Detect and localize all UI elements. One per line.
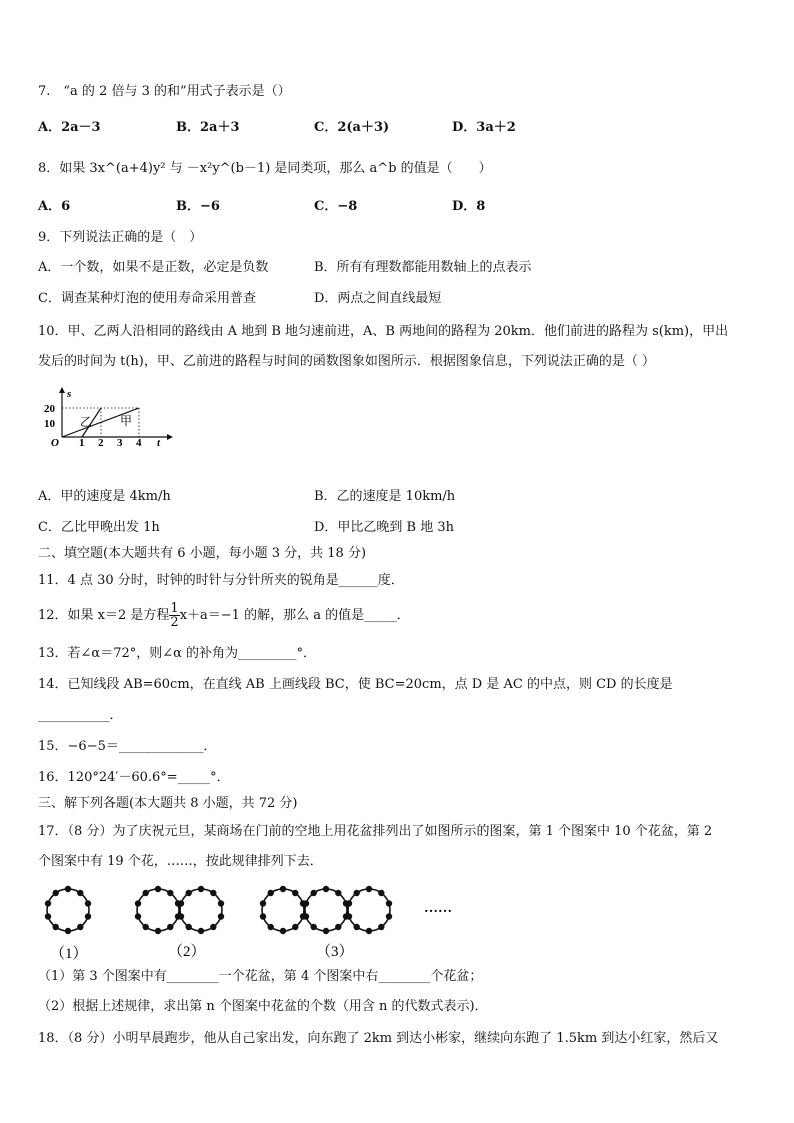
q9-option-c: C．调查某种灯泡的使用寿命采用普查 [38,291,256,306]
q8-option-a: A．6 [38,199,71,214]
q8-option-b: B．−6 [176,199,220,214]
flower-pot [378,924,384,930]
q18-line1: 18．（8 分）小明早晨跑步，他从自己家出发，向东跑了 2km 到达小彬家，继续向东跑了 1.5km 到达小红家，然后又 [38,1031,719,1046]
q14-line2: ___________． [38,708,123,723]
q8-option-c: C．−8 [314,199,358,214]
flower-pot [335,890,341,896]
flower-pot [85,900,91,906]
y-tick-10: 10 [44,418,55,430]
flower-pot [260,913,266,919]
flower-pot [53,890,59,896]
pot-ring [262,889,304,931]
q17-line2: 个图案中有 19 个花，……，按此规律排列下去． [38,854,323,869]
pot-ring [305,889,347,931]
flower-pot [186,890,192,896]
flower-pot [143,924,149,930]
flower-pot [77,924,83,930]
flower-pot [311,924,317,930]
q7-stem: 7. “a 的 2 倍与 3 的和”用式子表示是（） [38,84,291,99]
q7-option-a: A．2a－3 [38,120,101,135]
q9-stem: 9．下列说法正确的是（ ） [38,230,203,245]
q17-flower-pot-patterns [36,876,476,968]
flower-pot [268,924,274,930]
q7-option-d: D．3a＋2 [452,120,516,135]
q9-option-b: B．所有有理数都能用数轴上的点表示 [314,260,532,275]
flower-pot [323,928,329,934]
q10-option-c: C．乙比甲晚出发 1h [38,520,160,535]
q8-option-d: D．8 [452,199,486,214]
q10-stem-line1: 10．甲、乙两人沿相同的路线由 A 地到 B 地匀速前进，A、B 两地间的路程为 20km．他们前进的路程为 s(km)，甲出 [38,324,729,339]
label-jia: 甲 [120,414,133,428]
flower-pot [155,886,161,892]
flower-pot [386,900,392,906]
flower-pot [45,913,51,919]
q12-frac-num: 1 [170,601,179,616]
q8-stem: 8．如果 3x^(a+4)y² 与 －x²y^(b－1) 是同类项，那么 a^b 的值是（ ） [38,161,492,176]
flower-pot [210,924,216,930]
x-tick-1: 1 [79,437,85,448]
flower-pot [218,900,224,906]
flower-pot [303,913,309,919]
flower-pot [354,890,360,896]
y-tick-20: 20 [44,403,55,415]
flower-pot [53,924,59,930]
flower-pot [303,900,309,906]
flower-pot [323,886,329,892]
pot-ring [348,889,390,931]
q12-frac-den: 2 [170,615,179,630]
flower-pot [143,890,149,896]
q9-option-d: D．两点之间直线最短 [314,291,442,306]
flower-pot [65,928,71,934]
pattern-ellipsis: …… [424,901,452,916]
q7-option-b: B．2a＋3 [176,120,240,135]
pattern-label-2: （2） [168,944,206,960]
flower-pot [155,928,161,934]
flower-pot [218,913,224,919]
x-tick-3: 3 [117,437,123,448]
pot-ring [47,889,89,931]
origin-label: O [51,437,59,448]
y-axis-arrow [59,387,65,393]
pot-ring [180,889,222,931]
flower-pot [280,928,286,934]
q12-fraction [169,602,179,629]
flower-pot [366,886,372,892]
q11-text: 11．4 点 30 分时，时钟的时针与分针所夹的锐角是______度． [38,573,404,588]
flower-pot [386,913,392,919]
q10-stem-line2: 发后的时间为 t(h)，甲、乙前进的路程与时间的函数图象如图所示．根据图象信息，下列说法正确的是（ ） [38,354,656,369]
q10-option-b: B．乙的速度是 10km/h [314,489,456,504]
q13-text: 13．若∠α＝72°，则∠α 的补角为_________°． [38,646,317,661]
flower-pot [45,900,51,906]
flower-pot [65,886,71,892]
q12-text [38,599,410,633]
flower-pot [366,928,372,934]
flower-pot [346,913,352,919]
q17-sub1: （1）第 3 个图案中有________一个花盆，第 4 个图案中右________个花盆； [38,969,483,984]
pot-ring [137,889,179,931]
flower-pot [178,913,184,919]
flower-pot [354,924,360,930]
flower-pot [335,924,341,930]
flower-pot [167,924,173,930]
section-solve-heading: 三、解下列各题(本大题共 8 小题，共 72 分) [38,796,298,811]
flower-pot [186,924,192,930]
q7-option-c: C．2(a＋3) [314,120,390,135]
pot-rings [45,886,392,934]
q14-line1: 14．已知线段 AB=60cm，在直线 AB 上画线段 BC，使 BC=20cm，点 D 是 AC 的中点，则 CD 的长度是 [38,677,673,692]
axis-label-s: s [67,388,72,400]
q17-sub2: （2）根据上述规律，求出第 n 个图案中花盆的个数（用含 n 的代数式表示)． [38,999,488,1014]
q17-line1: 17．（8 分）为了庆祝元旦，某商场在门前的空地上用花盆排列出了如图所示的图案，第 1 个图案中 10 个花盆，第 2 [38,824,713,839]
flower-pot [167,890,173,896]
flower-pot [178,900,184,906]
q9-option-a: A．一个数，如果不是正数，必定是负数 [38,260,269,275]
flower-pot [346,900,352,906]
label-yi: 乙 [80,415,93,429]
q10-option-a: A．甲的速度是 4km/h [38,489,171,504]
x-tick-2: 2 [98,437,104,448]
x-axis-arrow [167,434,173,440]
x-tick-4: 4 [136,437,142,448]
axis-label-t: t [157,437,161,448]
flower-pot [85,913,91,919]
q16-text: 16．120°24′－60.6°=_____°． [38,770,230,785]
flower-pot [260,900,266,906]
flower-pot [135,900,141,906]
flower-pot [210,890,216,896]
flower-pot [198,928,204,934]
pattern-label-3: （3） [316,944,354,960]
flower-pot [292,890,298,896]
section-fill-in-heading: 二、填空题(本大题共有 6 小题，每小题 3 分，共 18 分) [38,546,367,561]
flower-pot [135,913,141,919]
flower-pot [77,890,83,896]
flower-pot [311,890,317,896]
flower-pot [378,890,384,896]
q10-option-d: D．甲比乙晚到 B 地 3h [314,520,455,535]
flower-pot [268,890,274,896]
q10-distance-time-graph [40,386,180,448]
q15-text: 15．−6−5＝_____________． [38,739,217,754]
q12-prefix: 12．如果 x＝2 是方程 [38,608,170,623]
flower-pot [198,886,204,892]
flower-pot [280,886,286,892]
q12-suffix: x＋a＝−1 的解，那么 a 的值是_____． [179,608,410,623]
flower-pot [292,924,298,930]
pattern-label-1: （1） [50,946,88,962]
